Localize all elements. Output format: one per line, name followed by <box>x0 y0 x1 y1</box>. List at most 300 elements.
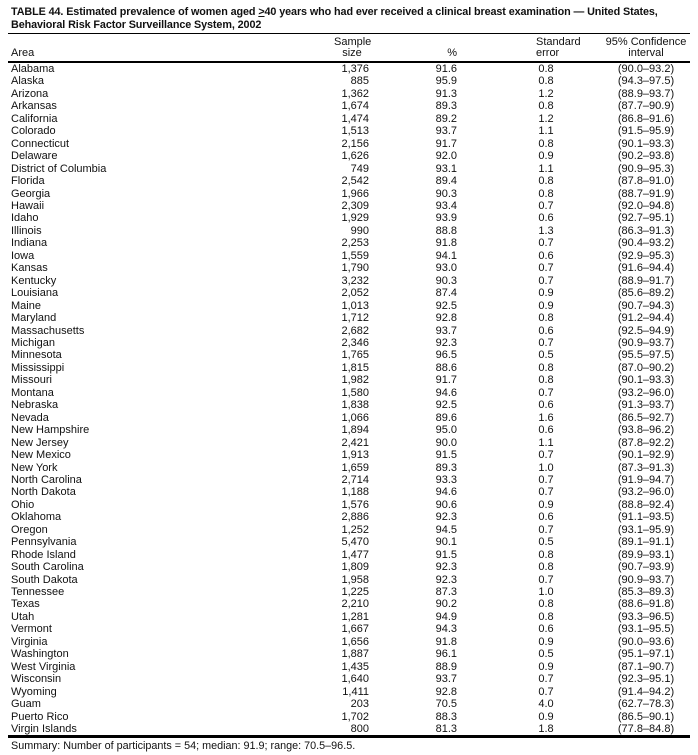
sample-size-cell: 990 <box>350 224 369 237</box>
percent-cell: 89.6 <box>435 411 457 424</box>
area-cell: Hawaii <box>11 199 45 212</box>
standard-error-cell: 0.9 <box>538 660 554 673</box>
percent-cell: 90.6 <box>435 498 457 511</box>
percent-cell: 91.7 <box>435 137 457 150</box>
sample-size-cell: 1,435 <box>341 660 369 673</box>
title-line2: Behavioral Risk Factor Surveillance System, 2002 <box>11 19 262 31</box>
area-cell: Virgin Islands <box>11 723 77 736</box>
standard-error-cell: 1.1 <box>538 436 554 449</box>
table-row <box>8 225 690 237</box>
sample-size-cell: 2,156 <box>341 137 369 150</box>
col-header-percent: % <box>447 46 457 59</box>
table-row <box>8 125 690 137</box>
area-cell: Virginia <box>11 635 48 648</box>
sample-size-cell: 1,838 <box>341 399 369 412</box>
sample-size-cell: 2,421 <box>341 436 369 449</box>
table-row <box>8 188 690 200</box>
standard-error-cell: 0.5 <box>538 536 554 549</box>
percent-cell: 89.4 <box>435 175 457 188</box>
confidence-interval-cell: (90.1–93.3) <box>617 374 675 387</box>
percent-cell: 91.3 <box>435 87 457 100</box>
sample-size-cell: 1,640 <box>341 673 369 686</box>
standard-error-cell: 4.0 <box>538 698 554 711</box>
area-cell: Nevada <box>11 411 49 424</box>
percent-cell: 87.3 <box>435 586 457 599</box>
confidence-interval-cell: (92.3–95.1) <box>617 673 675 686</box>
percent-cell: 93.9 <box>435 212 457 225</box>
area-cell: Alaska <box>11 75 45 88</box>
area-cell: Montana <box>11 386 54 399</box>
sample-size-cell: 2,210 <box>341 598 369 611</box>
standard-error-cell: 1.1 <box>538 162 554 175</box>
sample-size-cell: 1,626 <box>341 150 369 163</box>
sample-size-cell: 2,714 <box>341 473 369 486</box>
confidence-interval-cell: (93.2–96.0) <box>617 486 675 499</box>
sample-size-cell: 1,702 <box>341 710 369 723</box>
table-row <box>8 673 690 685</box>
confidence-interval-cell: (93.1–95.5) <box>617 623 675 636</box>
table-row <box>8 686 690 698</box>
sample-size-cell: 1,376 <box>341 63 369 75</box>
table-row <box>8 275 690 287</box>
standard-error-cell: 0.7 <box>538 386 554 399</box>
standard-error-cell: 0.8 <box>538 187 554 200</box>
confidence-interval-cell: (90.9–93.7) <box>617 336 675 349</box>
percent-cell: 81.3 <box>435 723 457 736</box>
sample-size-cell: 1,013 <box>341 299 369 312</box>
percent-cell: 91.7 <box>435 374 457 387</box>
confidence-interval-cell: (91.3–93.7) <box>617 399 675 412</box>
confidence-interval-cell: (90.1–92.9) <box>617 449 675 462</box>
sample-size-cell: 2,346 <box>341 336 369 349</box>
title-line1-rest: 40 years who had ever received a clinical breast examination — United States, <box>264 6 658 18</box>
standard-error-cell: 1.0 <box>538 461 554 474</box>
table-row <box>8 88 690 100</box>
confidence-interval-cell: (90.4–93.2) <box>617 237 675 250</box>
standard-error-cell: 0.6 <box>538 324 554 337</box>
area-cell: New Jersey <box>11 436 69 449</box>
table-row <box>8 399 690 411</box>
area-cell: Kansas <box>11 262 48 275</box>
confidence-interval-cell: (89.9–93.1) <box>617 548 675 561</box>
area-cell: Texas <box>11 598 40 611</box>
standard-error-cell: 0.9 <box>538 150 554 163</box>
area-cell: Utah <box>11 610 35 623</box>
confidence-interval-cell: (93.3–96.5) <box>617 610 675 623</box>
confidence-interval-cell: (91.5–95.9) <box>617 125 675 138</box>
confidence-interval-cell: (90.9–93.7) <box>617 573 675 586</box>
percent-cell: 89.2 <box>435 112 457 125</box>
table-row <box>8 524 690 536</box>
percent-cell: 93.7 <box>435 673 457 686</box>
standard-error-cell: 0.5 <box>538 648 554 661</box>
area-cell: Maryland <box>11 312 57 325</box>
standard-error-cell: 1.8 <box>538 723 554 736</box>
table-row <box>8 586 690 598</box>
standard-error-cell: 0.5 <box>538 349 554 362</box>
percent-cell: 96.5 <box>435 349 457 362</box>
standard-error-cell: 0.7 <box>538 685 554 698</box>
sample-size-cell: 1,809 <box>341 561 369 574</box>
sample-size-cell: 1,815 <box>341 361 369 374</box>
table-row <box>8 250 690 262</box>
table-row <box>8 100 690 112</box>
standard-error-cell: 0.7 <box>538 262 554 275</box>
percent-cell: 91.5 <box>435 449 457 462</box>
confidence-interval-cell: (93.1–95.9) <box>617 523 675 536</box>
table-row <box>8 237 690 249</box>
area-cell: Louisiana <box>11 287 59 300</box>
standard-error-cell: 0.6 <box>538 212 554 225</box>
confidence-interval-cell: (87.1–90.7) <box>617 660 675 673</box>
sample-size-cell: 1,411 <box>342 685 369 698</box>
percent-cell: 96.1 <box>435 648 457 661</box>
confidence-interval-cell: (92.5–94.9) <box>617 324 675 337</box>
area-cell: Tennessee <box>11 586 65 599</box>
table-row <box>8 62 690 75</box>
area-cell: California <box>11 112 58 125</box>
sample-size-cell: 2,542 <box>341 175 369 188</box>
area-cell: Vermont <box>11 623 52 636</box>
area-cell: South Dakota <box>11 573 78 586</box>
header-row-2 <box>8 48 690 63</box>
percent-cell: 93.4 <box>435 199 457 212</box>
percent-cell: 88.6 <box>435 361 457 374</box>
percent-cell: 89.3 <box>435 461 457 474</box>
standard-error-cell: 0.8 <box>538 312 554 325</box>
table-row <box>8 698 690 710</box>
standard-error-cell: 0.8 <box>538 374 554 387</box>
sample-size-cell: 3,232 <box>341 274 369 287</box>
table-row <box>8 511 690 523</box>
confidence-interval-cell: (91.4–94.2) <box>617 685 675 698</box>
table-row <box>8 711 690 723</box>
standard-error-cell: 0.6 <box>538 399 554 412</box>
confidence-interval-cell: (88.6–91.8) <box>617 598 675 611</box>
percent-cell: 90.3 <box>435 274 457 287</box>
table-row <box>8 150 690 162</box>
confidence-interval-cell: (90.7–93.9) <box>617 561 675 574</box>
confidence-interval-cell: (86.5–90.1) <box>617 710 675 723</box>
area-cell: Pennsylvania <box>11 536 77 549</box>
header-row-1 <box>8 34 690 48</box>
sample-size-cell: 1,659 <box>341 461 369 474</box>
table-row <box>8 200 690 212</box>
percent-cell: 92.3 <box>435 336 457 349</box>
sample-size-cell: 2,052 <box>341 287 369 300</box>
percent-cell: 94.5 <box>435 523 457 536</box>
table-row <box>8 325 690 337</box>
table-title <box>8 6 690 32</box>
area-cell: South Carolina <box>11 561 84 574</box>
sample-size-cell: 1,958 <box>341 573 369 586</box>
confidence-interval-cell: (87.3–91.3) <box>617 461 675 474</box>
confidence-interval-cell: (88.9–91.7) <box>617 274 675 287</box>
sample-size-cell: 1,667 <box>341 623 369 636</box>
sample-size-cell: 1,513 <box>341 125 369 138</box>
percent-cell: 89.3 <box>435 100 457 113</box>
standard-error-cell: 0.8 <box>538 610 554 623</box>
percent-cell: 94.6 <box>435 386 457 399</box>
percent-cell: 92.8 <box>435 312 457 325</box>
percent-cell: 90.3 <box>435 187 457 200</box>
confidence-interval-cell: (93.8–96.2) <box>617 424 675 437</box>
percent-cell: 70.5 <box>435 698 457 711</box>
summary-note: Summary: Number of participants = 54; median: 91.9; range: 70.5–96.5. <box>11 740 356 753</box>
standard-error-cell: 0.9 <box>538 299 554 312</box>
percent-cell: 94.1 <box>435 249 457 262</box>
standard-error-cell: 1.3 <box>538 224 554 237</box>
confidence-interval-cell: (62.7–78.3) <box>617 698 675 711</box>
area-cell: Guam <box>11 698 41 711</box>
area-cell: Alabama <box>11 63 55 75</box>
area-cell: North Dakota <box>11 486 76 499</box>
standard-error-cell: 0.7 <box>538 673 554 686</box>
area-cell: Illinois <box>11 224 42 237</box>
percent-cell: 92.5 <box>435 399 457 412</box>
percent-cell: 92.3 <box>435 561 457 574</box>
standard-error-cell: 0.7 <box>538 486 554 499</box>
table-row <box>8 648 690 660</box>
sample-size-cell: 2,309 <box>341 199 369 212</box>
percent-cell: 94.3 <box>435 623 457 636</box>
confidence-interval-cell: (85.6–89.2) <box>617 287 675 300</box>
col-header-percent-spacer <box>370 34 458 48</box>
standard-error-cell: 0.7 <box>538 523 554 536</box>
sample-size-cell: 1,252 <box>341 523 369 536</box>
table-row <box>8 138 690 150</box>
confidence-interval-cell: (89.1–91.1) <box>617 536 675 549</box>
area-cell: Georgia <box>11 187 51 200</box>
area-cell: Florida <box>11 175 45 188</box>
standard-error-cell: 0.7 <box>538 473 554 486</box>
confidence-interval-cell: (87.7–90.9) <box>617 100 675 113</box>
standard-error-cell: 0.8 <box>538 137 554 150</box>
sample-size-cell: 1,887 <box>341 648 369 661</box>
standard-error-cell: 0.8 <box>538 175 554 188</box>
percent-cell: 90.0 <box>435 436 457 449</box>
sample-size-cell: 1,790 <box>341 262 369 275</box>
percent-cell: 88.3 <box>435 710 457 723</box>
percent-cell: 91.8 <box>435 635 457 648</box>
standard-error-cell: 0.6 <box>538 249 554 262</box>
confidence-interval-cell: (91.1–93.5) <box>617 511 675 524</box>
sample-size-cell: 1,576 <box>341 498 369 511</box>
standard-error-cell: 1.0 <box>538 586 554 599</box>
table-row <box>8 349 690 361</box>
standard-error-cell: 0.9 <box>538 287 554 300</box>
standard-error-cell: 0.7 <box>538 573 554 586</box>
table-row <box>8 75 690 87</box>
area-cell: Idaho <box>11 212 39 225</box>
standard-error-cell: 0.6 <box>538 623 554 636</box>
confidence-interval-cell: (92.7–95.1) <box>617 212 675 225</box>
area-cell: Wisconsin <box>11 673 62 686</box>
table-row <box>8 462 690 474</box>
sample-size-cell: 885 <box>350 75 369 88</box>
area-cell: Rhode Island <box>11 548 76 561</box>
standard-error-cell: 0.8 <box>538 75 554 88</box>
percent-cell: 94.6 <box>435 486 457 499</box>
confidence-interval-cell: (91.2–94.4) <box>617 312 675 325</box>
sample-size-cell: 1,188 <box>341 486 369 499</box>
confidence-interval-cell: (95.1–97.1) <box>617 648 675 661</box>
sample-size-cell: 1,362 <box>341 87 369 100</box>
confidence-interval-cell: (87.8–92.2) <box>617 436 675 449</box>
table-row <box>8 175 690 187</box>
confidence-interval-cell: (86.8–91.6) <box>617 112 675 125</box>
percent-cell: 92.0 <box>435 150 457 163</box>
sample-size-cell: 1,674 <box>341 100 369 113</box>
area-cell: Arkansas <box>11 100 57 113</box>
table-row <box>8 574 690 586</box>
sample-size-cell: 1,477 <box>341 548 369 561</box>
sample-size-cell: 1,913 <box>341 449 369 462</box>
confidence-interval-cell: (91.6–94.4) <box>617 262 675 275</box>
sample-size-cell: 749 <box>350 162 369 175</box>
standard-error-cell: 0.8 <box>538 598 554 611</box>
area-cell: North Carolina <box>11 473 82 486</box>
col-header-ci-line1: 95% Confidence <box>605 36 687 48</box>
prevalence-table <box>8 33 690 738</box>
area-cell: District of Columbia <box>11 162 107 175</box>
standard-error-cell: 0.7 <box>538 199 554 212</box>
col-header-sample-line2: size <box>342 46 362 59</box>
area-cell: Maine <box>11 299 41 312</box>
sample-size-cell: 1,929 <box>341 212 369 225</box>
area-cell: Oklahoma <box>11 511 62 524</box>
area-cell: Ohio <box>11 498 35 511</box>
sample-size-cell: 1,982 <box>341 374 369 387</box>
confidence-interval-cell: (90.0–93.2) <box>617 63 675 75</box>
table-row <box>8 536 690 548</box>
sample-size-cell: 203 <box>350 698 369 711</box>
confidence-interval-cell: (77.8–84.8) <box>617 723 675 736</box>
percent-cell: 92.8 <box>435 685 457 698</box>
confidence-interval-cell: (90.2–93.8) <box>617 150 675 163</box>
percent-cell: 92.5 <box>435 299 457 312</box>
standard-error-cell: 0.9 <box>538 710 554 723</box>
standard-error-cell: 0.9 <box>538 498 554 511</box>
sample-size-cell: 1,066 <box>341 411 369 424</box>
standard-error-cell: 0.8 <box>538 100 554 113</box>
table-row <box>8 486 690 498</box>
confidence-interval-cell: (86.3–91.3) <box>617 224 675 237</box>
table-row <box>8 337 690 349</box>
area-cell: Colorado <box>11 125 56 138</box>
sample-size-cell: 5,470 <box>341 536 369 549</box>
standard-error-cell: 0.6 <box>538 424 554 437</box>
percent-cell: 93.0 <box>435 262 457 275</box>
col-header-se-line1: Standard <box>536 36 581 48</box>
sample-size-cell: 1,580 <box>341 386 369 399</box>
area-cell: Massachusetts <box>11 324 85 337</box>
table-row <box>8 424 690 436</box>
area-cell: Connecticut <box>11 137 70 150</box>
area-cell: Mississippi <box>11 361 65 374</box>
area-cell: New Hampshire <box>11 424 90 437</box>
percent-cell: 92.3 <box>435 511 457 524</box>
standard-error-cell: 1.2 <box>538 87 554 100</box>
percent-cell: 90.1 <box>435 536 457 549</box>
confidence-interval-cell: (90.0–93.6) <box>617 635 675 648</box>
sample-size-cell: 1,765 <box>341 349 369 362</box>
area-cell: West Virginia <box>11 660 76 673</box>
table-row <box>8 300 690 312</box>
sample-size-cell: 1,712 <box>341 312 369 325</box>
standard-error-cell: 0.8 <box>538 361 554 374</box>
table-row <box>8 387 690 399</box>
area-cell: New Mexico <box>11 449 71 462</box>
standard-error-cell: 1.2 <box>538 112 554 125</box>
confidence-interval-cell: (92.0–94.8) <box>617 199 675 212</box>
col-header-area-spacer <box>8 34 280 48</box>
standard-error-cell: 0.7 <box>538 336 554 349</box>
sample-size-cell: 1,225 <box>341 586 369 599</box>
confidence-interval-cell: (94.3–97.5) <box>617 75 675 88</box>
area-cell: New York <box>11 461 58 474</box>
sample-size-cell: 2,682 <box>341 324 369 337</box>
area-cell: Washington <box>11 648 69 661</box>
table-row <box>8 661 690 673</box>
area-cell: Missouri <box>11 374 52 387</box>
table-row <box>8 636 690 648</box>
percent-cell: 95.0 <box>435 424 457 437</box>
percent-cell: 93.3 <box>435 473 457 486</box>
area-cell: Wyoming <box>11 685 57 698</box>
table-row <box>8 113 690 125</box>
table-row <box>8 437 690 449</box>
table-row <box>8 723 690 737</box>
confidence-interval-cell: (90.1–93.3) <box>617 137 675 150</box>
confidence-interval-cell: (93.2–96.0) <box>617 386 675 399</box>
col-header-area: Area <box>11 46 35 59</box>
confidence-interval-cell: (91.9–94.7) <box>617 473 675 486</box>
confidence-interval-cell: (87.8–91.0) <box>617 175 675 188</box>
confidence-interval-cell: (95.5–97.5) <box>617 349 675 362</box>
table-row <box>8 549 690 561</box>
percent-cell: 91.8 <box>435 237 457 250</box>
standard-error-cell: 0.7 <box>538 274 554 287</box>
percent-cell: 93.1 <box>435 162 457 175</box>
table-row <box>8 312 690 324</box>
table-row <box>8 499 690 511</box>
area-cell: Puerto Rico <box>11 710 69 723</box>
standard-error-cell: 1.6 <box>538 411 554 424</box>
table-row <box>8 412 690 424</box>
confidence-interval-cell: (86.5–92.7) <box>617 411 675 424</box>
table-row <box>8 598 690 610</box>
sample-size-cell: 1,474 <box>341 112 369 125</box>
percent-cell: 90.2 <box>435 598 457 611</box>
sample-size-cell: 1,656 <box>341 635 369 648</box>
table-row <box>8 449 690 461</box>
standard-error-cell: 0.8 <box>538 561 554 574</box>
title-prefix: TABLE 44. Estimated prevalence of women aged <box>11 6 259 18</box>
area-cell: Arizona <box>11 87 49 100</box>
confidence-interval-cell: (88.7–91.9) <box>617 187 675 200</box>
table-row <box>8 262 690 274</box>
area-cell: Iowa <box>11 249 35 262</box>
table-row <box>8 611 690 623</box>
confidence-interval-cell: (88.8–92.4) <box>617 498 675 511</box>
col-header-ci-line2: interval <box>628 46 664 59</box>
table-row <box>8 474 690 486</box>
table-row <box>8 623 690 635</box>
confidence-interval-cell: (88.9–93.7) <box>617 87 675 100</box>
standard-error-cell: 0.7 <box>538 237 554 250</box>
col-header-se-line2: error <box>536 46 560 59</box>
